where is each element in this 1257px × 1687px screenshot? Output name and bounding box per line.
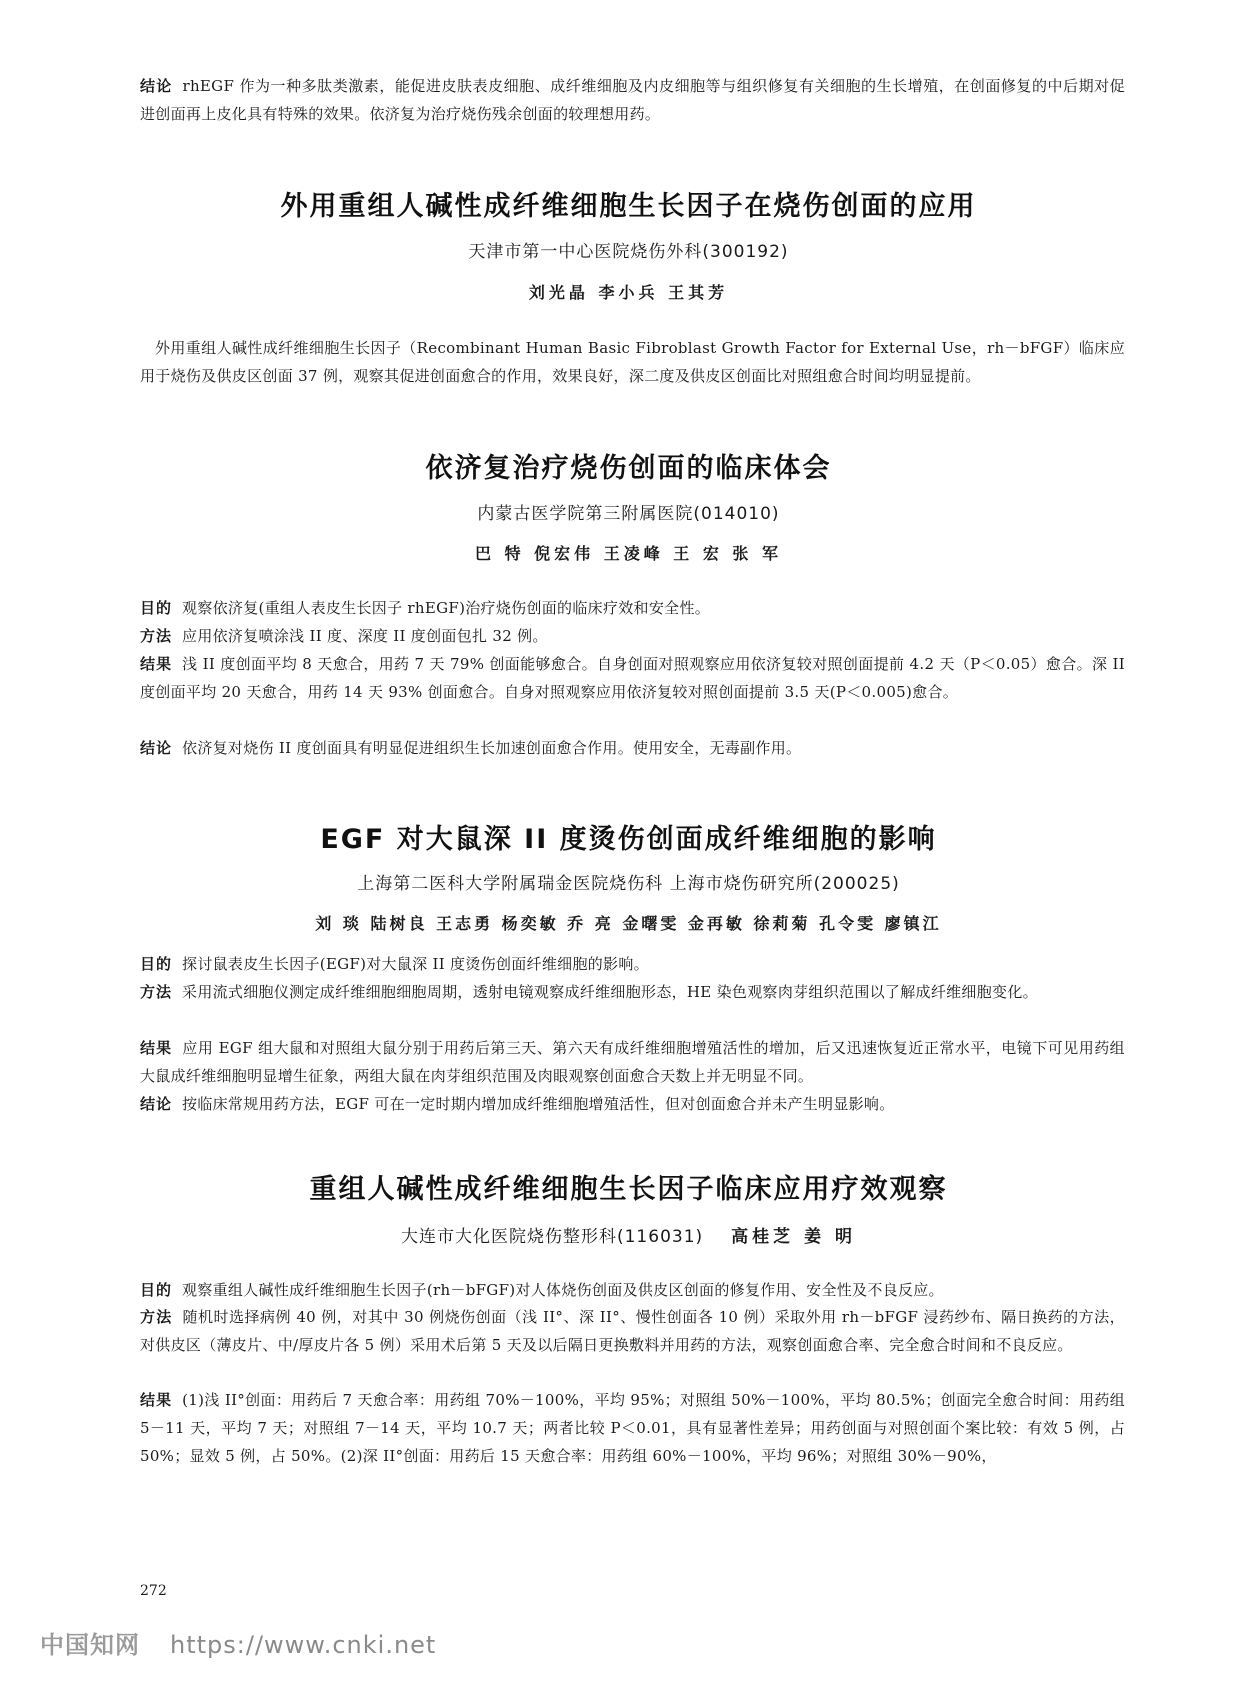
result-text: 浅 II 度创面平均 8 天愈合，用药 7 天 79% 创面能够愈合。自身创面对照观察应用依济复较对照创面提前 4.2 天（P＜0.05）愈合。深 II 度创面平均 20 天愈合，用药 14 天 93% 创面愈合。自身对照观察应用依济复较对照创面提前 3.5 天(P＜0.005)愈合。 [140,655,1125,701]
result-text: 应用 EGF 组大鼠和对照组大鼠分别于用药后第三天、第六天有成纤维细胞增殖活性的增加，后又迅速恢复近正常水平，电镜下可见用药组大鼠成纤维细胞明显增生征象，两组大鼠在肉芽组织范围及肉眼观察创面愈合天数上并无明显不同。 [140,1039,1125,1085]
conclusion-text: 按临床常规用药方法，EGF 可在一定时期内增加成纤维细胞增殖活性，但对创面愈合并未产生明显影响。 [182,1095,895,1113]
article2-objective [140,594,1125,622]
article1-abstract: 外用重组人碱性成纤维细胞生长因子（Recombinant Human Basic Fibroblast Growth Factor for External Use，rh－bFGF）临床应用于烧伤及供皮区创面 37 例，观察其促进创面愈合的作用，效果良好，深二度及供皮区创面比对照组愈合时间均明显提前。 [140,339,1125,385]
article2-method [140,622,1125,650]
top-conclusion-paragraph [140,72,1125,128]
result-label: 结果 [140,655,173,673]
objective-label: 目的 [140,955,173,973]
article4-result [140,1386,1125,1470]
article4-method [140,1303,1125,1359]
footer-url: https://www.cnki.net [170,1631,437,1659]
article4-affiliation-line [0,1222,1257,1247]
article1-authors: 刘光晶 李小兵 王其芳 [528,283,729,302]
article2-affiliation: 内蒙古医学院第三附属医院(014010) [477,504,780,524]
page-number: 272 [140,1583,167,1599]
conclusion-text: rhEGF 作为一种多肽类激素，能促进皮肤表皮细胞、成纤维细胞及内皮细胞等与组织修复有关细胞的生长增殖，在创面修复的中后期对促进创面再上皮化具有特殊的效果。依济复为治疗烧伤残余创面的较理想用药。 [140,77,1125,123]
method-label: 方法 [140,627,173,645]
article3-authors: 刘 琰 陆树良 王志勇 杨奕敏 乔 亮 金曙雯 金再敏 徐莉菊 孔令雯 廖镇江 [315,914,942,933]
objective-label: 目的 [140,1281,173,1299]
method-label: 方法 [140,983,173,1001]
article2-conclusion [140,734,1125,762]
conclusion-label: 结论 [140,77,173,95]
method-text: 采用流式细胞仪测定成纤维细胞细胞周期，透射电镜观察成纤维细胞形态，HE 染色观察肉芽组织范围以了解成纤维细胞变化。 [182,983,1038,1001]
article2-title: 依济复治疗烧伤创面的临床体会 [425,453,832,484]
conclusion-text: 依济复对烧伤 II 度创面具有明显促进组织生长加速创面愈合作用。使用安全，无毒副作用。 [182,739,802,757]
result-label: 结果 [140,1039,173,1057]
objective-label: 目的 [140,599,173,617]
footer-site-name: 中国知网 [40,1631,140,1659]
article3-objective [140,950,1125,978]
article1-affiliation: 天津市第一中心医院烧伤外科(300192) [468,242,789,262]
conclusion-label: 结论 [140,1095,173,1113]
objective-text: 探讨鼠表皮生长因子(EGF)对大鼠深 II 度烫伤创面纤维细胞的影响。 [182,955,649,973]
article4-title: 重组人碱性成纤维细胞生长因子临床应用疗效观察 [309,1174,948,1205]
article3-conclusion [140,1090,1125,1118]
result-label: 结果 [140,1391,173,1409]
method-text: 应用依济复喷涂浅 II 度、深度 II 度创面包扎 32 例。 [182,627,548,645]
article3-title: EGF 对大鼠深 II 度烫伤创面成纤维细胞的影响 [320,824,937,855]
article2-result [140,650,1125,706]
article4-objective [140,1276,1125,1304]
method-label: 方法 [140,1308,173,1326]
article2-authors: 巴 特 倪宏伟 王凌峰 王 宏 张 军 [475,544,782,563]
article1-title: 外用重组人碱性成纤维细胞生长因子在烧伤创面的应用 [280,191,977,222]
watermark-footer [40,1625,436,1660]
conclusion-label: 结论 [140,739,173,757]
objective-text: 观察重组人碱性成纤维细胞生长因子(rh－bFGF)对人体烧伤创面及供皮区创面的修复作用、安全性及不良反应。 [182,1281,944,1299]
method-text: 随机时选择病例 40 例，对其中 30 例烧伤创面（浅 II°、深 II°、慢性创面各 10 例）采取外用 rh－bFGF 浸药纱布、隔日换药的方法，对供皮区（薄皮片、中/厚皮片各 5 例）采用术后第 5 天及以后隔日更换敷料并用药的方法，观察创面愈合率、完全愈合时间和不良反应。 [140,1308,1125,1354]
article3-method [140,978,1125,1006]
article4-affiliation: 大连市大化医院烧伤整形科(116031) [400,1227,704,1247]
article4-authors: 高桂芝 姜 明 [731,1227,856,1247]
article3-affiliation: 上海第二医科大学附属瑞金医院烧伤科 上海市烧伤研究所(200025) [357,874,900,894]
article3-result [140,1034,1125,1090]
result-text: (1)浅 II°创面：用药后 7 天愈合率：用药组 70%－100%，平均 95%；对照组 50%－100%，平均 80.5%；创面完全愈合时间：用药组 5－11 天，平均 7 天；对照组 7－14 天，平均 10.7 天；两者比较 P＜0.01，具有显著性差异；用药创面与对照创面个案比较：有效 5 例，占 50%；显效 5 例，占 50%。(2)深 II°创面：用药后 15 天愈合率：用药组 60%－100%，平均 96%；对照组 30%－90%， [140,1391,1125,1465]
objective-text: 观察依济复(重组人表皮生长因子 rhEGF)治疗烧伤创面的临床疗效和安全性。 [182,599,711,617]
